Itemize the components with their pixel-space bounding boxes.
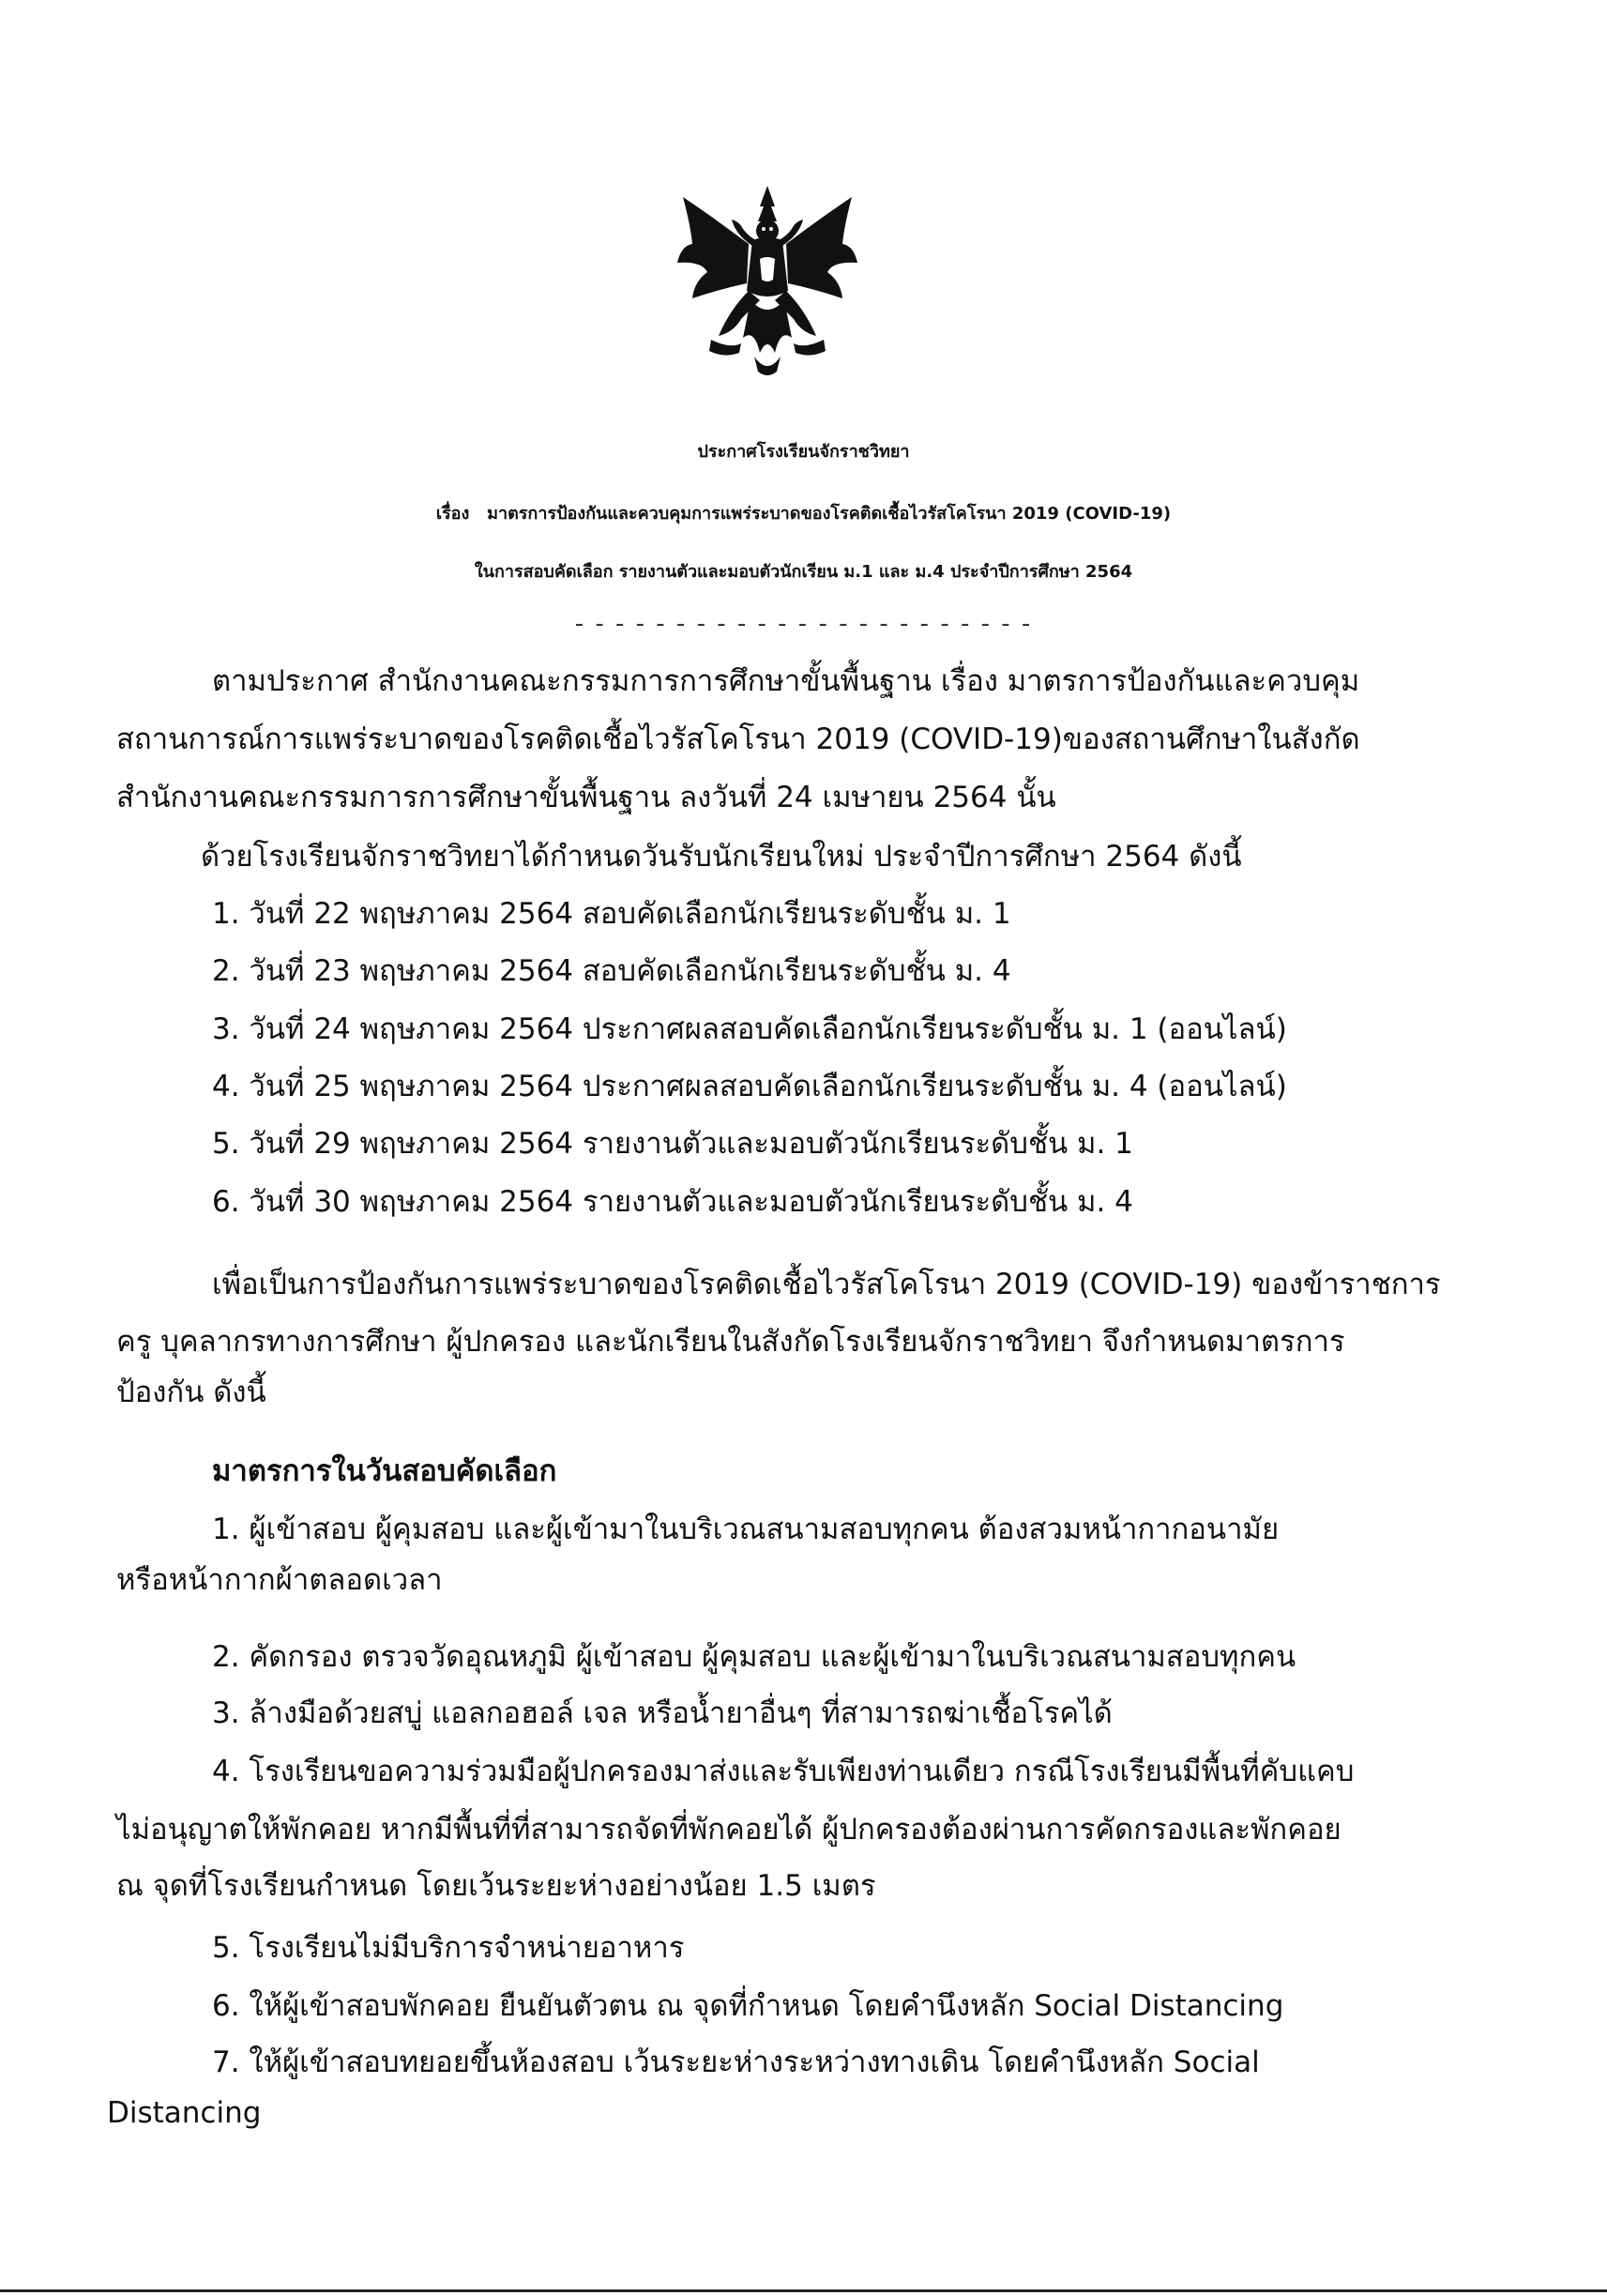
divider: - - - - - - - - - - - - - - - - - - - - - - - <box>574 610 1033 638</box>
announcement-title: ประกาศโรงเรียนจักราชวิทยา <box>697 442 910 462</box>
measure-2: 2. คัดกรอง ตรวจวัดอุณหภูมิ ผู้เข้าสอบ ผู้คุมสอบ และผู้เข้ามาในบริเวณสนามสอบทุกคน <box>212 1640 1296 1674</box>
intro-line-2: สถานการณ์การแพร่ระบาดของโรคติดเชื้อไวรัสโคโรนา 2019 (COVID-19)ของสถานศึกษาในสังกัด <box>116 722 1360 756</box>
subject-line <box>0 494 1607 535</box>
schedule-item: 2. วันที่ 23 พฤษภาคม 2564 สอบคัดเลือกนักเรียนระดับชั้น ม. 4 <box>212 954 1011 988</box>
measure-4-cont: ไม่อนุญาตให้พักคอย หากมีพื้นที่ที่สามารถจัดที่พักคอยได้ ผู้ปกครองต้องผ่านการคัดกรองและพักคอย <box>116 1813 1342 1847</box>
intro-line-3: สำนักงานคณะกรรมการการศึกษาขั้นพื้นฐาน ลงวันที่ 24 เมษายน 2564 นั้น <box>116 781 1056 814</box>
schedule-item: 5. วันที่ 29 พฤษภาคม 2564 รายงานตัวและมอบตัวนักเรียนระดับชั้น ม. 1 <box>212 1127 1133 1161</box>
measure-1-cont: หรือหน้ากากผ้าตลอดเวลา <box>116 1563 443 1597</box>
subject-text: มาตรการป้องกันและควบคุมการแพร่ระบาดของโรคติดเชื้อไวรัสโคโรนา 2019 (COVID-19) <box>487 504 1172 524</box>
subject-line-2: ในการสอบคัดเลือก รายงานตัวและมอบตัวนักเรียน ม.1 และ ม.4 ประจำปีการศึกษา 2564 <box>474 562 1133 582</box>
measures-heading: มาตรการในวันสอบคัดเลือก <box>212 1454 557 1488</box>
garuda-emblem-icon <box>674 178 861 380</box>
schedule-item: 1. วันที่ 22 พฤษภาคม 2564 สอบคัดเลือกนักเรียนระดับชั้น ม. 1 <box>212 897 1011 931</box>
schedule-item: 3. วันที่ 24 พฤษภาคม 2564 ประกาศผลสอบคัดเลือกนักเรียนระดับชั้น ม. 1 (ออนไลน์) <box>212 1012 1287 1046</box>
purpose-line-1: เพื่อเป็นการป้องกันการแพร่ระบาดของโรคติดเชื้อไวรัสโคโรนา 2019 (COVID-19) ของข้าราชการ <box>212 1268 1441 1301</box>
scan-edge-line <box>0 2289 1607 2292</box>
measure-4: 4. โรงเรียนขอความร่วมมือผู้ปกครองมาส่งและรับเพียงท่านเดียว กรณีโรงเรียนมีพื้นที่คับแคบ <box>212 1755 1355 1788</box>
measure-4-cont: ณ จุดที่โรงเรียนกำหนด โดยเว้นระยะห่างอย่างน้อย 1.5 เมตร <box>116 1869 876 1903</box>
measure-7-cont: Distancing <box>107 2096 262 2130</box>
measure-6: 6. ให้ผู้เข้าสอบพักคอย ยืนยันตัวตน ณ จุดที่กำหนด โดยคำนึงหลัก Social Distancing <box>212 1989 1284 2023</box>
schedule-item: 6. วันที่ 30 พฤษภาคม 2564 รายงานตัวและมอบตัวนักเรียนระดับชั้น ม. 4 <box>212 1185 1133 1219</box>
subject-label: เรื่อง <box>435 504 470 524</box>
intro-line-4: ด้วยโรงเรียนจักราชวิทยาได้กำหนดวันรับนักเรียนใหม่ ประจำปีการศึกษา 2564 ดังนี้ <box>201 840 1242 874</box>
purpose-line-3: ป้องกัน ดังนี้ <box>116 1376 266 1409</box>
purpose-line-2: ครู บุคลากรทางการศึกษา ผู้ปกครอง และนักเรียนในสังกัดโรงเรียนจักราชวิทยา จึงกำหนดมาตรการ <box>116 1325 1345 1359</box>
measure-5: 5. โรงเรียนไม่มีบริการจำหน่ายอาหาร <box>212 1931 685 1965</box>
intro-line-1: ตามประกาศ สำนักงานคณะกรรมการการศึกษาขั้นพื้นฐาน เรื่อง มาตรการป้องกันและควบคุม <box>212 664 1360 698</box>
measure-7: 7. ให้ผู้เข้าสอบทยอยขึ้นห้องสอบ เว้นระยะห่างระหว่างทางเดิน โดยคำนึงหลัก Social <box>212 2045 1260 2079</box>
schedule-item: 4. วันที่ 25 พฤษภาคม 2564 ประกาศผลสอบคัดเลือกนักเรียนระดับชั้น ม. 4 (ออนไลน์) <box>212 1070 1287 1103</box>
measure-3: 3. ล้างมือด้วยสบู่ แอลกอฮอล์ เจล หรือน้ำยาอื่นๆ ที่สามารถฆ่าเชื้อโรคได้ <box>212 1696 1113 1730</box>
measure-1: 1. ผู้เข้าสอบ ผู้คุมสอบ และผู้เข้ามาในบริเวณสนามสอบทุกคน ต้องสวมหน้ากากอนามัย <box>212 1513 1280 1546</box>
